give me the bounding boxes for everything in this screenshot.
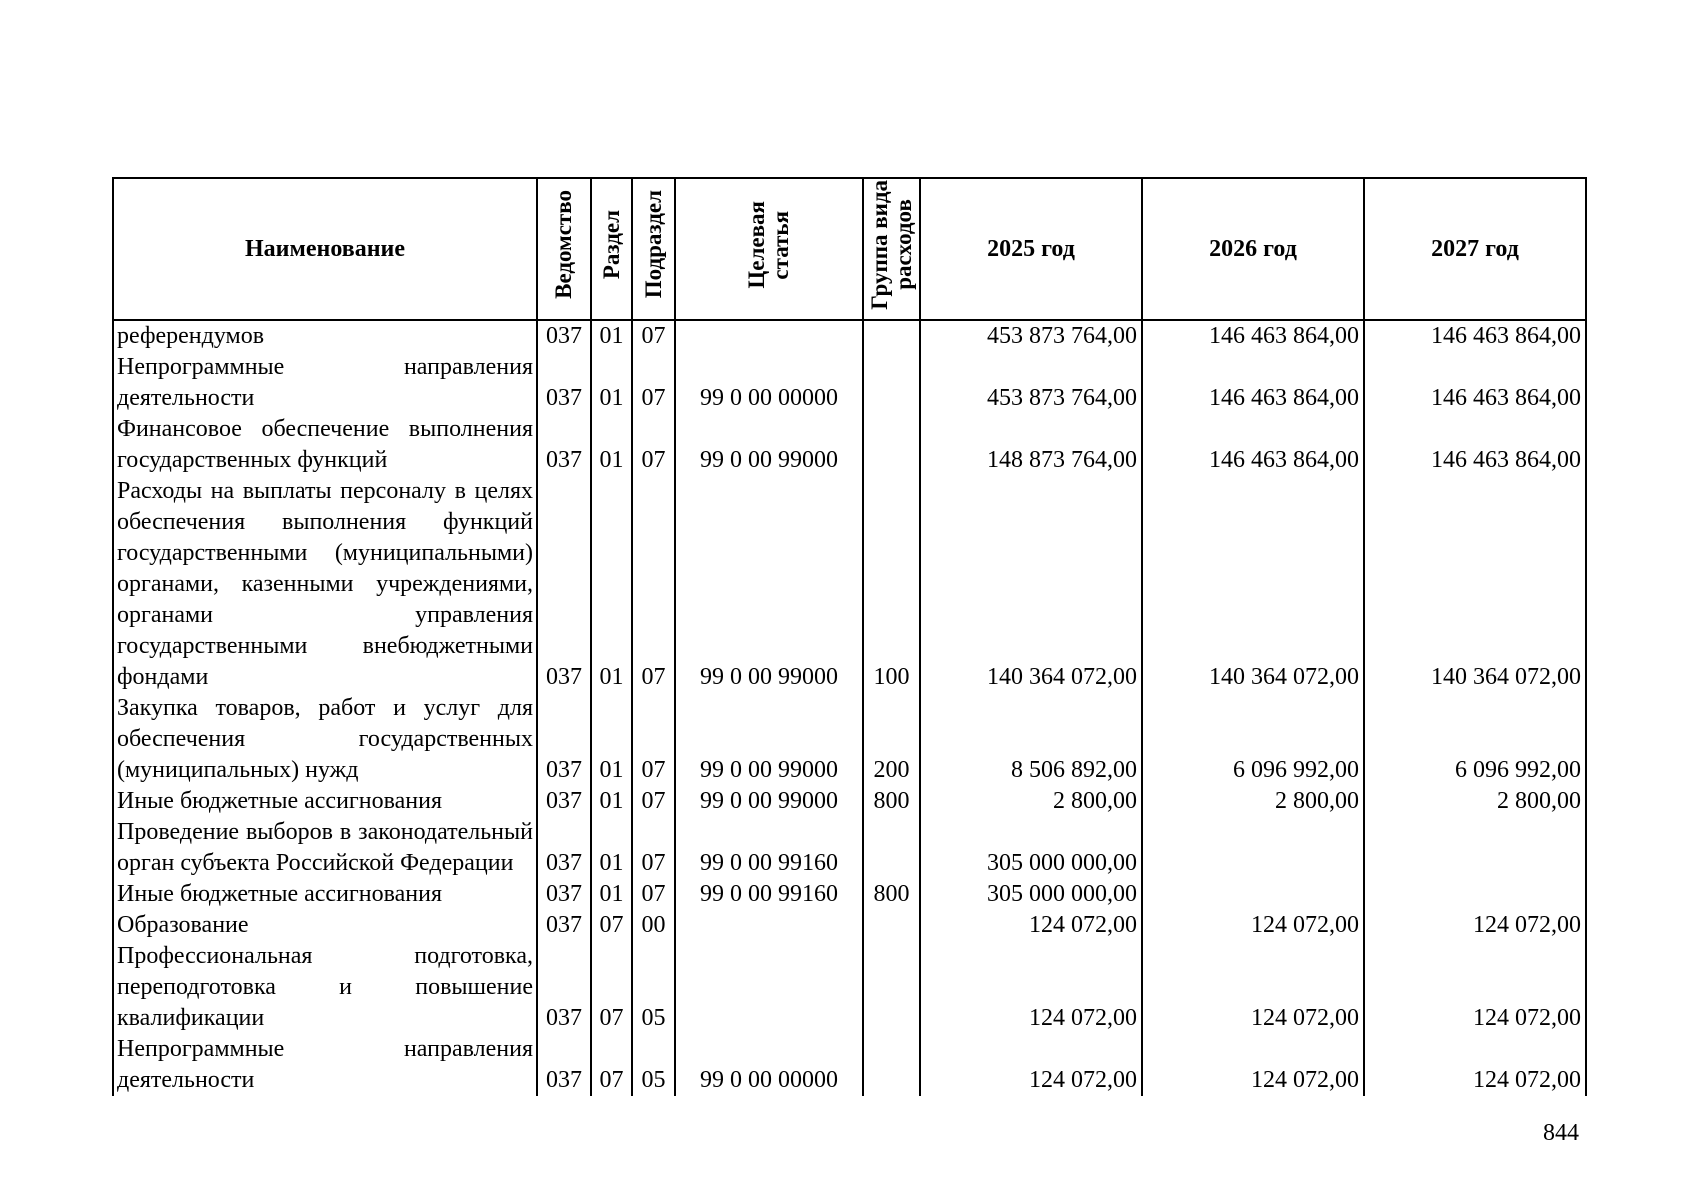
row-2027: [1364, 817, 1586, 879]
table-row: [113, 910, 1586, 941]
row-podrazdel: 07: [632, 786, 675, 817]
table-header: [113, 178, 1586, 320]
row-vedomstvo: 037: [537, 1034, 591, 1096]
header-2026: 2026 год: [1142, 178, 1364, 320]
row-podrazdel: 07: [632, 693, 675, 786]
row-gruppa: 800: [863, 786, 920, 817]
row-razdel: 07: [591, 941, 632, 1034]
table-row: [113, 320, 1586, 352]
row-2026: 146 463 864,00: [1142, 414, 1364, 476]
row-2027: 146 463 864,00: [1364, 320, 1586, 352]
row-vedomstvo: 037: [537, 352, 591, 414]
header-vedomstvo: [537, 178, 591, 320]
row-gruppa: [863, 817, 920, 879]
row-2025: 124 072,00: [920, 910, 1142, 941]
table-body: [113, 320, 1586, 1096]
row-2025: 305 000 000,00: [920, 817, 1142, 879]
row-2026: 146 463 864,00: [1142, 320, 1364, 352]
row-celevaya: [675, 910, 863, 941]
table-row: [113, 941, 1586, 1034]
row-2026: 146 463 864,00: [1142, 352, 1364, 414]
row-gruppa: 800: [863, 879, 920, 910]
header-podrazdel-label: Подраздел: [640, 190, 666, 299]
row-gruppa: [863, 414, 920, 476]
table-row: [113, 1034, 1586, 1096]
row-podrazdel: 07: [632, 320, 675, 352]
header-razdel: [591, 178, 632, 320]
row-celevaya: 99 0 00 99000: [675, 414, 863, 476]
row-podrazdel: 07: [632, 817, 675, 879]
row-2027: 146 463 864,00: [1364, 352, 1586, 414]
table-row: [113, 414, 1586, 476]
row-celevaya: 99 0 00 99000: [675, 693, 863, 786]
row-podrazdel: 05: [632, 1034, 675, 1096]
row-name: референдумов: [113, 320, 537, 352]
row-name: Расходы на выплаты персоналу в целях обеспечения выполнения функций государственными (муниципальными) органами, казенными учреждениями, органами управления государственными внебюджетными фондами: [113, 476, 537, 693]
header-celevaya-label: Целевая статья: [744, 200, 793, 289]
row-2027: 2 800,00: [1364, 786, 1586, 817]
row-celevaya: 99 0 00 00000: [675, 1034, 863, 1096]
row-razdel: 01: [591, 476, 632, 693]
row-razdel: 01: [591, 879, 632, 910]
row-2025: 148 873 764,00: [920, 414, 1142, 476]
table-row: [113, 879, 1586, 910]
header-name: Наименование: [113, 178, 537, 320]
row-gruppa: [863, 1034, 920, 1096]
row-2026: 2 800,00: [1142, 786, 1364, 817]
row-2025: 124 072,00: [920, 1034, 1142, 1096]
header-2027: 2027 год: [1364, 178, 1586, 320]
row-2026: 6 096 992,00: [1142, 693, 1364, 786]
row-razdel: 01: [591, 414, 632, 476]
header-podrazdel: [632, 178, 675, 320]
table-row: [113, 693, 1586, 786]
row-razdel: 07: [591, 910, 632, 941]
row-2026: 124 072,00: [1142, 1034, 1364, 1096]
row-name: Финансовое обеспечение выполнения государственных функций: [113, 414, 537, 476]
row-2025: 453 873 764,00: [920, 320, 1142, 352]
row-vedomstvo: 037: [537, 476, 591, 693]
row-celevaya: 99 0 00 99000: [675, 476, 863, 693]
row-gruppa: [863, 910, 920, 941]
budget-table-wrapper: [112, 177, 1587, 1096]
row-name: Закупка товаров, работ и услуг для обеспечения государственных (муниципальных) нужд: [113, 693, 537, 786]
row-2026: 140 364 072,00: [1142, 476, 1364, 693]
row-podrazdel: 00: [632, 910, 675, 941]
row-gruppa: 100: [863, 476, 920, 693]
row-celevaya: [675, 941, 863, 1034]
row-2026: 124 072,00: [1142, 941, 1364, 1034]
row-gruppa: [863, 352, 920, 414]
row-podrazdel: 07: [632, 879, 675, 910]
row-celevaya: 99 0 00 99160: [675, 817, 863, 879]
row-2025: 2 800,00: [920, 786, 1142, 817]
header-2025: 2025 год: [920, 178, 1142, 320]
row-2025: 140 364 072,00: [920, 476, 1142, 693]
row-name: Профессиональная подготовка, переподготовка и повышение квалификации: [113, 941, 537, 1034]
row-2025: 124 072,00: [920, 941, 1142, 1034]
page-number: 844: [1543, 1120, 1579, 1146]
row-razdel: 01: [591, 320, 632, 352]
row-2026: 124 072,00: [1142, 910, 1364, 941]
row-vedomstvo: 037: [537, 879, 591, 910]
row-name: Иные бюджетные ассигнования: [113, 879, 537, 910]
row-razdel: 01: [591, 786, 632, 817]
row-gruppa: [863, 320, 920, 352]
row-2027: 146 463 864,00: [1364, 414, 1586, 476]
header-razdel-label: Раздел: [598, 209, 624, 280]
table-row: [113, 476, 1586, 693]
row-gruppa: [863, 941, 920, 1034]
row-2026: [1142, 879, 1364, 910]
header-gruppa-vida-rashodov: [863, 178, 920, 320]
row-celevaya: 99 0 00 00000: [675, 352, 863, 414]
row-2027: 124 072,00: [1364, 1034, 1586, 1096]
row-celevaya: 99 0 00 99160: [675, 879, 863, 910]
row-name: Непрограммные направления деятельности: [113, 352, 537, 414]
row-vedomstvo: 037: [537, 941, 591, 1034]
row-podrazdel: 05: [632, 941, 675, 1034]
row-celevaya: 99 0 00 99000: [675, 786, 863, 817]
header-celevaya-statya: [675, 178, 863, 320]
row-razdel: 01: [591, 352, 632, 414]
row-podrazdel: 07: [632, 352, 675, 414]
row-vedomstvo: 037: [537, 693, 591, 786]
row-2025: 8 506 892,00: [920, 693, 1142, 786]
row-razdel: 01: [591, 693, 632, 786]
header-gruppa-label: Группа вида расходов: [866, 179, 916, 310]
table-row: [113, 786, 1586, 817]
row-vedomstvo: 037: [537, 414, 591, 476]
row-podrazdel: 07: [632, 476, 675, 693]
row-vedomstvo: 037: [537, 817, 591, 879]
row-name: Непрограммные направления деятельности: [113, 1034, 537, 1096]
row-podrazdel: 07: [632, 414, 675, 476]
row-2025: 305 000 000,00: [920, 879, 1142, 910]
row-2027: 140 364 072,00: [1364, 476, 1586, 693]
row-vedomstvo: 037: [537, 320, 591, 352]
row-name: Проведение выборов в законодательный орган субъекта Российской Федерации: [113, 817, 537, 879]
row-2027: 6 096 992,00: [1364, 693, 1586, 786]
row-razdel: 01: [591, 817, 632, 879]
row-razdel: 07: [591, 1034, 632, 1096]
row-2027: 124 072,00: [1364, 910, 1586, 941]
table-row: [113, 817, 1586, 879]
header-vedomstvo-label: Ведомство: [551, 190, 576, 299]
row-vedomstvo: 037: [537, 910, 591, 941]
row-2027: [1364, 879, 1586, 910]
row-name: Иные бюджетные ассигнования: [113, 786, 537, 817]
row-2027: 124 072,00: [1364, 941, 1586, 1034]
table-row: [113, 352, 1586, 414]
row-celevaya: [675, 320, 863, 352]
row-vedomstvo: 037: [537, 786, 591, 817]
row-2025: 453 873 764,00: [920, 352, 1142, 414]
row-gruppa: 200: [863, 693, 920, 786]
row-2026: [1142, 817, 1364, 879]
row-name: Образование: [113, 910, 537, 941]
budget-table: [112, 177, 1587, 1096]
